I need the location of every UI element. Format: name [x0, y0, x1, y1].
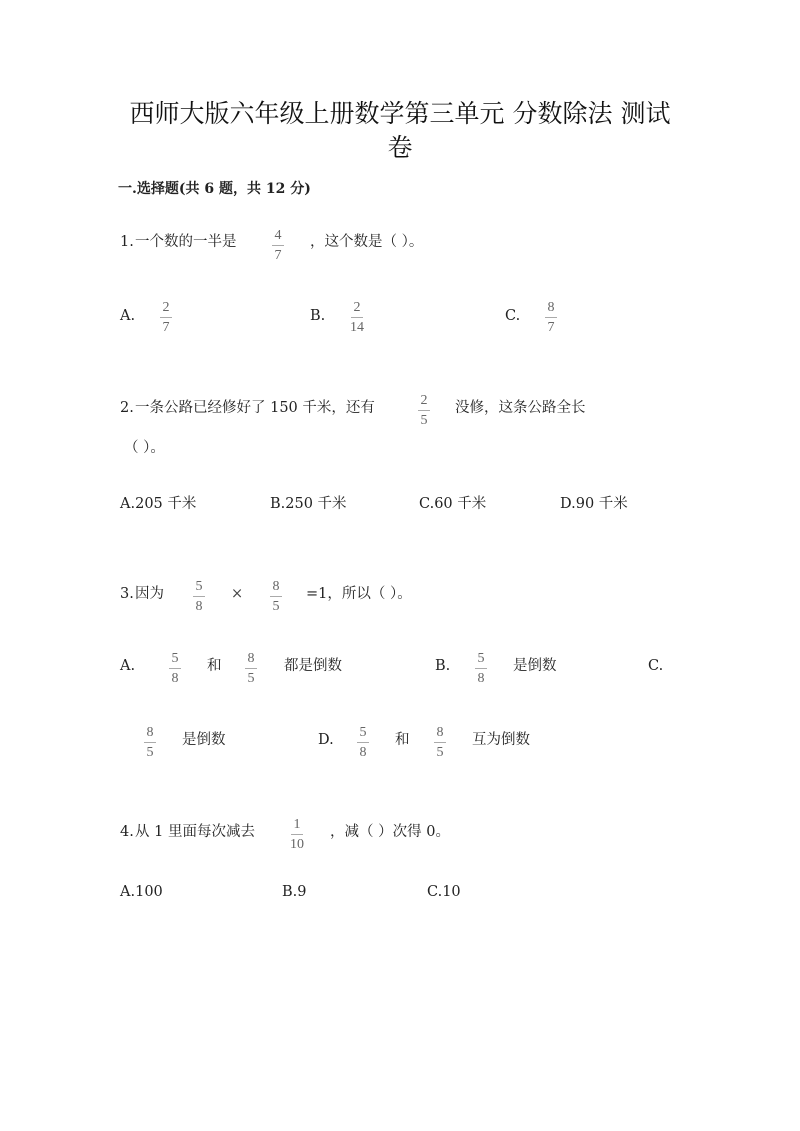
fraction: $\frac{8}{5}$	[270, 579, 282, 614]
question-text: 从 1 里面每次减去	[135, 824, 255, 840]
option-text: 9	[297, 884, 307, 900]
fraction: $\frac{8}{7}$	[545, 300, 557, 335]
section-heading: 一.选择题(共 6 题，共 12 分)	[118, 181, 311, 197]
question-text-after: =1，所以（ ）。	[306, 586, 412, 602]
question-number: 4.	[120, 824, 134, 840]
option-text: 60 千米	[434, 496, 487, 512]
question-text: 一个数的一半是	[135, 234, 237, 250]
fraction: $\frac{8}{5}$	[144, 725, 156, 760]
option-d[interactable]	[560, 494, 628, 514]
fraction: $\frac{2}{5}$	[418, 393, 430, 428]
option-label: C.	[427, 884, 443, 900]
question-text: 因为	[135, 586, 164, 602]
option-text: 是倒数	[513, 658, 557, 674]
fraction: $\frac{5}{8}$	[357, 725, 369, 760]
option-label: A.	[120, 308, 136, 324]
option-label: A.	[120, 658, 136, 674]
option-label: B.	[310, 308, 326, 324]
question-text-after: ，减（ ）次得 0。	[330, 824, 450, 840]
option-label: A.	[120, 884, 136, 900]
option-a[interactable]	[120, 882, 163, 902]
fraction: $\frac{2}{14}$	[350, 300, 364, 335]
fraction: $\frac{4}{7}$	[272, 228, 284, 263]
option-b[interactable]	[270, 494, 347, 514]
times-operator: ×	[231, 586, 244, 602]
option-text: 100	[135, 884, 163, 900]
option-label: C.	[505, 308, 521, 324]
option-text: 250 千米	[285, 496, 347, 512]
question-number: 3.	[120, 586, 134, 602]
option-b[interactable]	[282, 882, 307, 902]
option-label: B.	[282, 884, 298, 900]
question-text-line2: （ ）。	[124, 440, 165, 456]
question-text: 一条公路已经修好了 150 千米，还有	[135, 400, 375, 416]
option-label: D.	[318, 732, 334, 748]
fraction: $\frac{1}{10}$	[290, 817, 304, 852]
question-number: 2.	[120, 400, 134, 416]
question-number: 1.	[120, 234, 134, 250]
fraction: $\frac{8}{5}$	[245, 651, 257, 686]
option-label: A.	[120, 496, 136, 512]
option-label: C.	[419, 496, 435, 512]
option-label: B.	[270, 496, 286, 512]
option-label: D.	[560, 496, 576, 512]
option-c[interactable]	[419, 494, 486, 514]
option-joiner: 和	[207, 658, 222, 674]
fraction: $\frac{5}{8}$	[475, 651, 487, 686]
question-text-after: 没修，这条公路全长	[455, 400, 586, 416]
fraction: $\frac{5}{8}$	[169, 651, 181, 686]
fraction: $\frac{2}{7}$	[160, 300, 172, 335]
option-text: 10	[442, 884, 461, 900]
fraction: $\frac{8}{5}$	[434, 725, 446, 760]
option-label: B.	[435, 658, 451, 674]
option-c[interactable]	[427, 882, 461, 902]
page-title-line1: 西师大版六年级上册数学第三单元 分数除法 测试	[129, 99, 671, 128]
fraction: $\frac{5}{8}$	[193, 579, 205, 614]
page-title-line2: 卷	[387, 133, 413, 162]
option-text: 90 千米	[575, 496, 628, 512]
option-joiner: 和	[395, 732, 410, 748]
option-text: 205 千米	[135, 496, 197, 512]
option-label: C.	[648, 658, 664, 674]
option-a[interactable]	[120, 494, 196, 514]
question-text-after: ，这个数是（ ）。	[310, 234, 424, 250]
option-text: 是倒数	[182, 732, 226, 748]
option-text: 都是倒数	[284, 658, 342, 674]
option-text: 互为倒数	[472, 732, 530, 748]
